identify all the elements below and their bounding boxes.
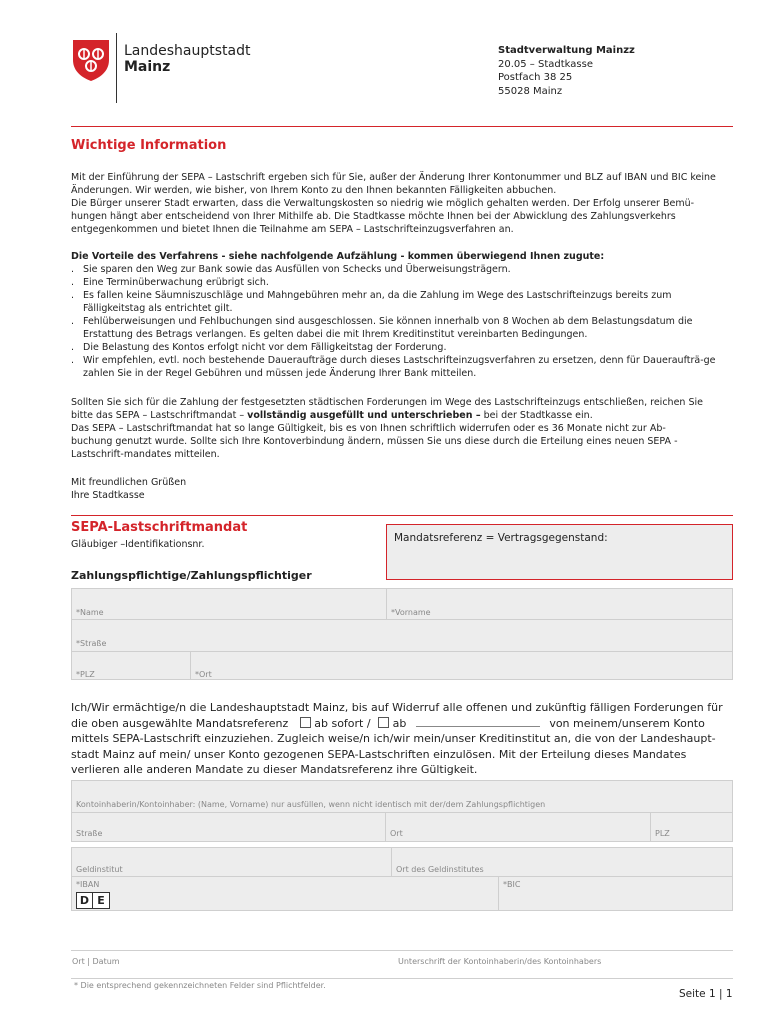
immediate-checkbox[interactable] (300, 717, 311, 728)
divider (650, 812, 651, 842)
info-title: Wichtige Information (71, 138, 227, 153)
holder-street-field[interactable]: Straße (76, 829, 103, 838)
divider (71, 876, 733, 877)
firstname-field[interactable]: *Vorname (391, 608, 431, 617)
holder-zip-field[interactable]: PLZ (655, 829, 670, 838)
list-item-text: Es fallen keine Säumniszuschläge und Mahngebühren mehr an, da die Zahlung im Wege des Lastschrifteinzugs bereits zum Fälligkeitstag als entrichtet gilt. (83, 290, 672, 314)
text-bold: vollständig ausgefüllt und unterschrieben – (247, 410, 481, 421)
mandate-title: SEPA-Lastschriftmandat (71, 520, 248, 535)
iban-label: *IBAN (76, 880, 100, 889)
holder-city-field[interactable]: Ort (390, 829, 403, 838)
logo-line1: Landeshauptstadt (124, 43, 251, 59)
divider (71, 651, 733, 652)
divider (391, 847, 392, 876)
place-date-field[interactable]: Ort | Datum (72, 957, 120, 966)
iban-input[interactable] (76, 892, 110, 909)
divider (386, 588, 387, 619)
text-line: stadt Mainz auf mein/ unser Konto gezogenen SEPA-Lastschriften einzulösen. Mit der Erteilung dieses Mandates (71, 747, 687, 761)
closing (71, 476, 186, 502)
text-line: Das SEPA – Lastschriftmandat hat so lange Gültigkeit, bis es von Ihnen schriftlich widerrufen oder es 36 Monate nicht zur Ab- (71, 423, 666, 434)
text-line: hungen hängt aber entscheidend von Ihrer Mithilfe ab. Die Stadtkasse möchte Ihnen bei der Abwicklung des Zahlungsverkehrs (71, 211, 676, 222)
required-fields-note: * Die entsprechend gekennzeichneten Felder sind Pflichtfelder. (74, 981, 326, 990)
text-line: Ich/Wir ermächtige/n die Landeshauptstadt Mainz, bis auf Widerruf alle offenen und zukünftig fälligen Forderungen für (71, 701, 723, 714)
list-item: . Sie sparen den Weg zur Bank sowie das Ausfüllen von Schecks und Überweisungsträgern. (71, 264, 511, 275)
text-line: buchung genutzt wurde. Sollte sich Ihre Kontoverbindung ändern, müssen Sie uns diese durch die Erteilung eines neuen SEPA - (71, 436, 678, 447)
text-span: die oben ausgewählte Mandatsreferenz (71, 716, 289, 730)
divider (385, 812, 386, 842)
bank-field[interactable]: Geldinstitut (76, 865, 123, 874)
immediate-label: ab sofort / (314, 716, 371, 730)
from-date-checkbox[interactable] (378, 717, 389, 728)
address-line: 20.05 – Stadtkasse (498, 58, 593, 70)
bic-field[interactable]: *BIC (503, 880, 521, 889)
text-line (71, 409, 736, 422)
list-item: . Wir empfehlen, evtl. noch bestehende Daueraufträge durch dieses Lastschrifteinzugsverfahren zu ersetzen, denn für Daueraufträ-ge zahlen Sie in der Regel Gebühren und müssen jede Änderung Ihrer Bank mitteilen. (71, 355, 716, 379)
text-line: Lastschrift-mandates mitteilen. (71, 449, 220, 460)
signature-rule (71, 950, 733, 951)
from-date-label: ab (392, 716, 407, 730)
text-line (71, 716, 741, 732)
sender-address (498, 44, 635, 98)
text-line: Änderungen. Wir werden, wie bisher, von Ihrem Konto zu den Ihnen bekannten Fälligkeiten abbuchen. (71, 185, 557, 196)
divider (71, 812, 733, 813)
text-line: mittels SEPA-Lastschrift einzuziehen. Zugleich weise/n ich/wir mein/unser Kreditinstitut an, die von der Landeshaupt- (71, 732, 716, 745)
logo-text (124, 43, 251, 75)
page-number: Seite 1 | 1 (679, 988, 733, 1000)
city-field[interactable]: *Ort (195, 670, 212, 679)
payer-box (71, 588, 733, 680)
address-line: Postfach 38 25 (498, 72, 573, 83)
list-item: . Es fallen keine Säumniszuschläge und Mahngebühren mehr an, da die Zahlung im Wege des Lastschrifteinzugs bereits zum Fälligkeitstag als entrichtet gilt. (71, 290, 672, 314)
address-line: Stadtverwaltung Mainzz (498, 45, 635, 56)
text-line: Sollten Sie sich für die Zahlung der festgesetzten städtischen Forderungen im Wege des Lastschrifteinzugs entschließen, reichen Sie (71, 397, 703, 408)
signature-field[interactable]: Unterschrift der Kontoinhaberin/des Kontoinhabers (398, 957, 602, 966)
text-line: entgegenkommen und bietet Ihnen die Teilnahme am SEPA – Lastschrifteinzugsverfahren an. (71, 224, 514, 235)
bank-city-field[interactable]: Ort des Geldinstitutes (396, 865, 484, 874)
text-span: von meinem/unserem Konto (549, 716, 705, 730)
crest-icon (71, 38, 111, 82)
list-item-text: Eine Terminüberwachung erübrigt sich. (83, 277, 269, 288)
mandate-rule (71, 515, 733, 516)
text-line: verlieren alle anderen Mandate zu dieser Mandatsreferenz ihre Gültigkeit. (71, 763, 478, 776)
iban-char: D (77, 893, 93, 908)
list-item-text: Fehlüberweisungen und Fehlbuchungen sind ausgeschlossen. Sie können innerhalb von 8 Wochen ab dem Belastungsdatum die Erstattung des Betrags verlangen. Es gelten dabei die mit Ihrem Kreditinstitut vereinbarten Bedingungen. (83, 316, 693, 340)
list-item-text: Wir empfehlen, evtl. noch bestehende Daueraufträge durch dieses Lastschrifteinzugsverfahren zu ersetzen, denn für Daueraufträ-ge zahlen Sie in der Regel Gebühren und müssen jede Änderung Ihrer Bank mitteilen. (83, 355, 716, 379)
logo-divider (116, 33, 117, 103)
street-field[interactable]: *Straße (76, 639, 107, 648)
list-item-text: Sie sparen den Weg zur Bank sowie das Ausfüllen von Schecks und Überweisungsträgern. (83, 264, 511, 275)
account-holder-field[interactable]: Kontoinhaberin/Kontoinhaber: (Name, Vorname) nur ausfüllen, wenn nicht identisch mit der/dem Zahlungspflichtigen (76, 800, 546, 809)
advantages-list (71, 263, 736, 380)
text-line: Die Bürger unserer Stadt erwarten, dass die Verwaltungskosten so niedrig wie möglich gehalten werden. Der Erfolg unserer Bemü- (71, 198, 695, 209)
name-field[interactable]: *Name (76, 608, 104, 617)
footer-rule (71, 978, 733, 979)
bank-box (71, 847, 733, 911)
list-item: . Fehlüberweisungen und Fehlbuchungen sind ausgeschlossen. Sie können innerhalb von 8 Wochen ab dem Belastungsdatum die Erstattung des Betrags verlangen. Es gelten dabei die mit Ihrem Kreditinstitut vereinbarten Bedingungen. (71, 316, 693, 340)
list-item: . Die Belastung des Kontos erfolgt nicht vor dem Fälligkeitstag der Forderung. (71, 342, 447, 353)
iban-char: E (97, 894, 105, 907)
closing-line: Mit freundlichen Grüßen (71, 477, 187, 488)
closing-line: Ihre Stadtkasse (71, 490, 145, 501)
text-span: bei der Stadtkasse ein. (480, 410, 593, 421)
header-rule (71, 126, 733, 127)
info-para2 (71, 396, 736, 461)
divider (190, 651, 191, 680)
authorization-text (71, 700, 741, 778)
divider (71, 619, 733, 620)
logo-line2: Mainz (124, 59, 171, 75)
creditor-id-label: Gläubiger –Identifikationsnr. (71, 539, 205, 550)
advantages-heading: Die Vorteile des Verfahrens - siehe nachfolgende Aufzählung - kommen überwiegend Ihnen zugute: (71, 251, 605, 262)
list-item: . Eine Terminüberwachung erübrigt sich. (71, 277, 269, 288)
payer-heading: Zahlungspflichtige/Zahlungspflichtiger (71, 569, 312, 582)
city-logo (71, 38, 111, 82)
text-span: bitte das SEPA – Lastschriftmandat – (71, 410, 248, 421)
divider (498, 876, 499, 911)
mandate-reference-box[interactable] (386, 524, 733, 580)
info-para1 (71, 171, 736, 236)
list-item-text: Die Belastung des Kontos erfolgt nicht vor dem Fälligkeitstag der Forderung. (83, 342, 447, 353)
from-date-input[interactable] (416, 717, 540, 727)
mandate-reference-label: Mandatsreferenz = Vertragsgegenstand: (394, 532, 608, 544)
zip-field[interactable]: *PLZ (76, 670, 95, 679)
address-line: 55028 Mainz (498, 85, 563, 97)
text-line: Mit der Einführung der SEPA – Lastschrift ergeben sich für Sie, außer der Änderung Ihrer Kontonummer und BLZ auf IBAN und BIC keine (71, 172, 716, 183)
